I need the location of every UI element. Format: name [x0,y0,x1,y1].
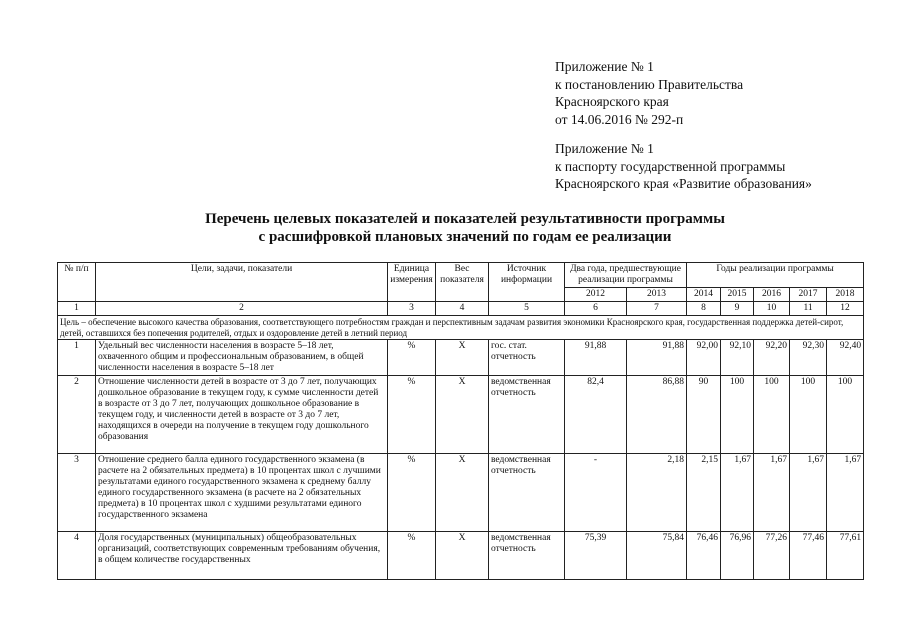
title-line-2: с расшифровкой плановых значений по годам ее реализации [258,229,672,245]
header-year: 2015 [721,288,754,302]
header-year: 2012 [565,288,627,302]
indicator-weight: Х [436,532,489,580]
indicator-name: Отношение среднего балла единого государственного экзамена (в расчете на 2 обязательных предмета) в 10 процентах школ с лучшими результатами единого государственного экзамена к среднему баллу единого государственного экзамена (в расчете на 2 обязательных предмета) в 10 процентах школ с худшими результатами единого государственного экзамена [96,454,388,532]
header-prev-years: Два года, предшествующие реализации программы [565,263,687,288]
row-num: 4 [58,532,96,580]
indicator-source: ведомственная отчетность [489,376,565,454]
column-number: 10 [754,302,790,316]
indicator-unit: % [388,340,436,376]
appendix-line: Красноярского края [555,94,669,109]
indicator-value: 92,10 [721,340,754,376]
table-row [58,340,864,376]
appendix-line: Приложение № 1 [555,59,654,74]
indicator-name: Удельный вес численности населения в возрасте 5–18 лет, охваченного общим и профессиональным образованием, в общей численности населения в возрасте 5–18 лет [96,340,388,376]
header-year: 2016 [754,288,790,302]
header-source: Источник информации [489,263,565,302]
column-number: 7 [627,302,687,316]
column-number: 9 [721,302,754,316]
indicator-value: 1,67 [721,454,754,532]
indicator-value: 75,39 [565,532,627,580]
appendix-line: Красноярского края «Развитие образования» [555,176,812,191]
indicator-weight: Х [436,376,489,454]
title-line-1: Перечень целевых показателей и показателей результативности программы [205,211,725,227]
indicator-value: 92,00 [687,340,721,376]
indicator-value: 2,15 [687,454,721,532]
header-year: 2018 [827,288,864,302]
table-row [58,532,864,580]
indicator-weight: Х [436,454,489,532]
column-number: 8 [687,302,721,316]
document-title [130,210,800,246]
indicator-value: 76,96 [721,532,754,580]
indicator-value: 1,67 [827,454,864,532]
indicator-source: гос. стат. отчетность [489,340,565,376]
header-unit: Единица измерения [388,263,436,302]
indicator-value: 92,30 [790,340,827,376]
indicator-value: 2,18 [627,454,687,532]
header-year: 2017 [790,288,827,302]
row-num: 3 [58,454,96,532]
column-number: 11 [790,302,827,316]
row-num: 1 [58,340,96,376]
table-row [58,376,864,454]
indicator-value: 77,61 [827,532,864,580]
indicator-value: 86,88 [627,376,687,454]
column-number: 5 [489,302,565,316]
header-num: № п/п [58,263,96,302]
indicator-unit: % [388,376,436,454]
indicator-value: 100 [790,376,827,454]
header-weight: Вес показателя [436,263,489,302]
header-year: 2013 [627,288,687,302]
indicator-value: 1,67 [754,454,790,532]
appendix-line: Приложение № 1 [555,141,654,156]
indicator-value: 77,26 [754,532,790,580]
indicator-unit: % [388,532,436,580]
indicator-unit: % [388,454,436,532]
indicator-value: - [565,454,627,532]
indicator-value: 82,4 [565,376,627,454]
indicator-name: Доля государственных (муниципальных) общеобразовательных организаций, соответствующих современным требованиям обучения, в общем количестве государственных [96,532,388,580]
indicators-table [57,262,864,580]
column-number: 1 [58,302,96,316]
indicator-value: 91,88 [565,340,627,376]
column-number: 3 [388,302,436,316]
indicator-value: 75,84 [627,532,687,580]
indicator-value: 76,46 [687,532,721,580]
appendix-resolution-block [555,58,743,128]
table-row [58,454,864,532]
column-number: 6 [565,302,627,316]
column-number: 4 [436,302,489,316]
row-num: 2 [58,376,96,454]
indicator-source: ведомственная отчетность [489,454,565,532]
appendix-line: к паспорту государственной программы [555,158,786,174]
indicator-value: 100 [827,376,864,454]
indicator-value: 92,20 [754,340,790,376]
indicator-value: 77,46 [790,532,827,580]
indicator-value: 90 [687,376,721,454]
indicator-value: 100 [754,376,790,454]
indicator-value: 100 [721,376,754,454]
appendix-line: к постановлению Правительства [555,76,744,92]
indicator-value: 91,88 [627,340,687,376]
indicator-source: ведомственная отчетность [489,532,565,580]
indicator-value: 1,67 [790,454,827,532]
column-number: 2 [96,302,388,316]
goal-row: Цель – обеспечение высокого качества образования, соответствующего потребностям граждан и перспективным задачам развития экономики Красноярского края, государственная поддержка детей-сирот, детей, оставшихся без попечения родителей, отдых и оздоровление детей в летний период [58,316,864,340]
header-year: 2014 [687,288,721,302]
column-number: 12 [827,302,864,316]
header-goals: Цели, задачи, показатели [96,263,388,302]
indicator-name: Отношение численности детей в возрасте от 3 до 7 лет, получающих дошкольное образование в текущем году, к сумме численности детей в возрасте от 3 до 7 лет, получающих дошкольное образование в текущем году, и численности детей в возрасте от 3 до 7 лет, находящихся в очереди на получение в текущем году дошкольного образования [96,376,388,454]
indicator-value: 92,40 [827,340,864,376]
appendix-line: от 14.06.2016 № 292-п [555,111,684,127]
indicator-weight: Х [436,340,489,376]
header-impl-years: Годы реализации программы [687,263,864,288]
appendix-passport-block [555,140,812,193]
